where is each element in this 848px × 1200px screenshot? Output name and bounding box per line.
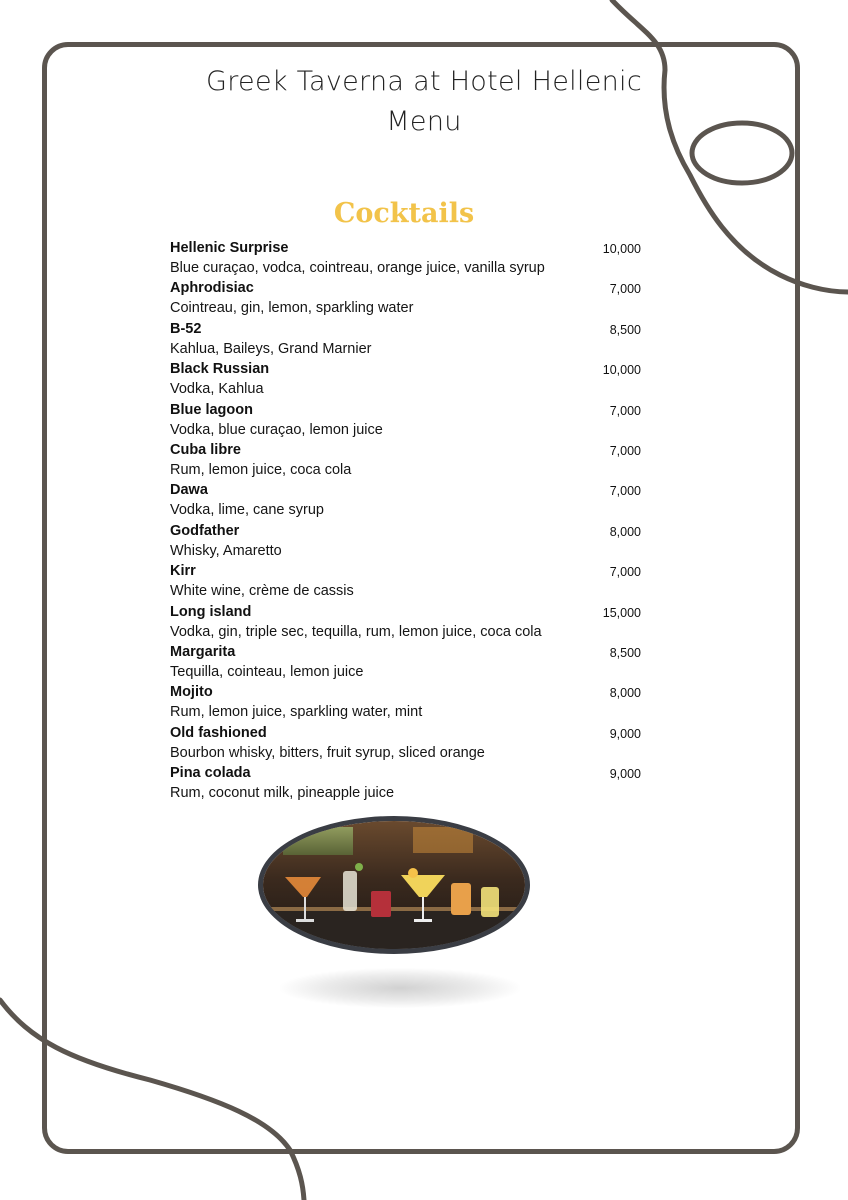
item-description: Vodka, lime, cane syrup xyxy=(170,502,324,519)
item-price: 8,500 xyxy=(609,322,641,337)
item-name: Black Russian xyxy=(170,361,270,378)
item-price: 8,500 xyxy=(609,645,641,660)
menu-item xyxy=(170,359,644,399)
item-price: 7,000 xyxy=(609,484,641,499)
item-price: 15,000 xyxy=(602,605,641,620)
item-name: Godfather xyxy=(170,522,240,539)
section-title-cocktails: Cocktails xyxy=(333,198,475,229)
item-price: 9,000 xyxy=(609,767,641,782)
item-price: 8,000 xyxy=(609,524,641,539)
item-description: Rum, coconut milk, pineapple juice xyxy=(170,785,395,802)
item-description: Kahlua, Baileys, Grand Marnier xyxy=(170,340,372,357)
item-price: 10,000 xyxy=(602,363,641,378)
page-title: Greek Taverna at Hotel Hellenic xyxy=(206,66,642,97)
menu-item xyxy=(170,319,644,359)
item-description: Tequilla, cointeau, lemon juice xyxy=(170,663,364,680)
item-description: Vodka, gin, triple sec, tequilla, rum, lemon juice, coca cola xyxy=(170,623,542,640)
menu-item xyxy=(170,480,644,520)
item-price: 9,000 xyxy=(609,726,641,741)
item-name: Long island xyxy=(170,603,252,620)
item-price: 7,000 xyxy=(609,403,641,418)
item-description: White wine, crème de cassis xyxy=(170,583,354,600)
menu-item xyxy=(170,602,644,642)
cocktail-list xyxy=(170,238,644,803)
item-name: Cuba libre xyxy=(170,441,241,458)
item-name: B-52 xyxy=(170,320,202,337)
menu-item xyxy=(170,278,644,318)
item-name: Old fashioned xyxy=(170,724,267,741)
item-price: 7,000 xyxy=(609,565,641,580)
item-name: Aphrodisiac xyxy=(170,280,254,297)
item-price: 7,000 xyxy=(609,443,641,458)
menu-item xyxy=(170,682,644,722)
item-description: Cointreau, gin, lemon, sparkling water xyxy=(170,300,414,317)
item-price: 7,000 xyxy=(609,282,641,297)
item-name: Dawa xyxy=(170,482,208,499)
item-description: Rum, lemon juice, sparkling water, mint xyxy=(170,704,423,721)
item-name: Pina colada xyxy=(170,765,251,782)
item-name: Kirr xyxy=(170,563,196,580)
menu-item xyxy=(170,723,644,763)
menu-item xyxy=(170,400,644,440)
menu-item xyxy=(170,521,644,561)
item-name: Blue lagoon xyxy=(170,401,253,418)
item-name: Margarita xyxy=(170,643,236,660)
item-description: Bourbon whisky, bitters, fruit syrup, sliced orange xyxy=(170,744,485,761)
item-description: Blue curaçao, vodca, cointreau, orange juice, vanilla syrup xyxy=(170,260,545,276)
item-description: Vodka, blue curaçao, lemon juice xyxy=(170,421,383,438)
page-subtitle: Menu xyxy=(386,106,462,137)
menu-item xyxy=(170,763,644,803)
menu-item xyxy=(170,642,644,682)
item-description: Vodka, Kahlua xyxy=(170,381,264,398)
item-name: Mojito xyxy=(170,684,213,701)
item-name: Hellenic Surprise xyxy=(170,240,289,256)
menu-item xyxy=(170,238,644,278)
item-price: 10,000 xyxy=(602,242,641,256)
cocktails-photo xyxy=(258,816,530,954)
menu-item xyxy=(170,440,644,480)
item-price: 8,000 xyxy=(609,686,641,701)
photo-shadow xyxy=(280,968,520,1008)
item-description: Rum, lemon juice, coca cola xyxy=(170,461,352,478)
menu-item xyxy=(170,561,644,601)
item-description: Whisky, Amaretto xyxy=(170,542,282,559)
